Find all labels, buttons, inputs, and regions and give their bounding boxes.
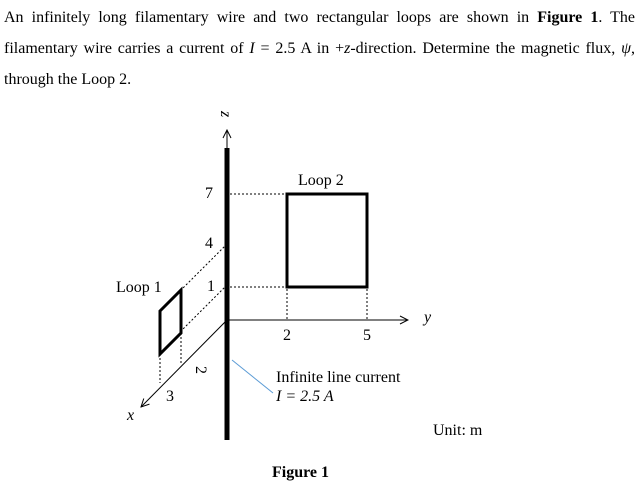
unit-label: Unit: m xyxy=(433,422,483,439)
problem-text-1: An infinitely long filamentary wire and two rectangular loops are shown in xyxy=(4,9,538,26)
problem-text-5: , through the Loop 2. xyxy=(4,40,636,88)
loop-2 xyxy=(287,194,367,287)
z-symbol: z xyxy=(344,40,351,57)
x-tick-3: 3 xyxy=(166,388,174,405)
y-tick-2: 2 xyxy=(283,327,291,344)
z-axis-label: z xyxy=(217,111,234,118)
x-tick-2: 2 xyxy=(192,366,209,374)
loop-1-label: Loop 1 xyxy=(116,279,162,296)
x-axis-label: x xyxy=(127,407,135,424)
y-axis-label: y xyxy=(424,309,432,326)
psi-symbol: ψ xyxy=(621,40,632,57)
loop-2-label: Loop 2 xyxy=(298,172,344,189)
line-current-label: Infinite line current xyxy=(276,369,401,386)
x-axis xyxy=(141,320,227,407)
problem-text-4: -direction. Determine the magnetic flux, xyxy=(350,40,622,57)
z-tick-1: 1 xyxy=(207,278,215,295)
problem-text-3: = 2.5 A in + xyxy=(254,40,345,57)
loop-1 xyxy=(160,290,181,354)
figure-reference: Figure 1 xyxy=(537,9,599,26)
loop2-guides xyxy=(230,194,367,319)
loop1-guides xyxy=(160,244,227,383)
z-tick-7: 7 xyxy=(205,185,213,202)
z-tick-4: 4 xyxy=(205,235,213,252)
figure-caption: Figure 1 xyxy=(272,464,330,481)
line-current-value: I = 2.5 A xyxy=(276,388,334,405)
line-current-leader xyxy=(232,360,273,393)
current-symbol: I xyxy=(249,40,255,57)
y-tick-5: 5 xyxy=(363,327,371,344)
problem-text-2: . The filamentary wire carries a current of xyxy=(4,9,636,57)
